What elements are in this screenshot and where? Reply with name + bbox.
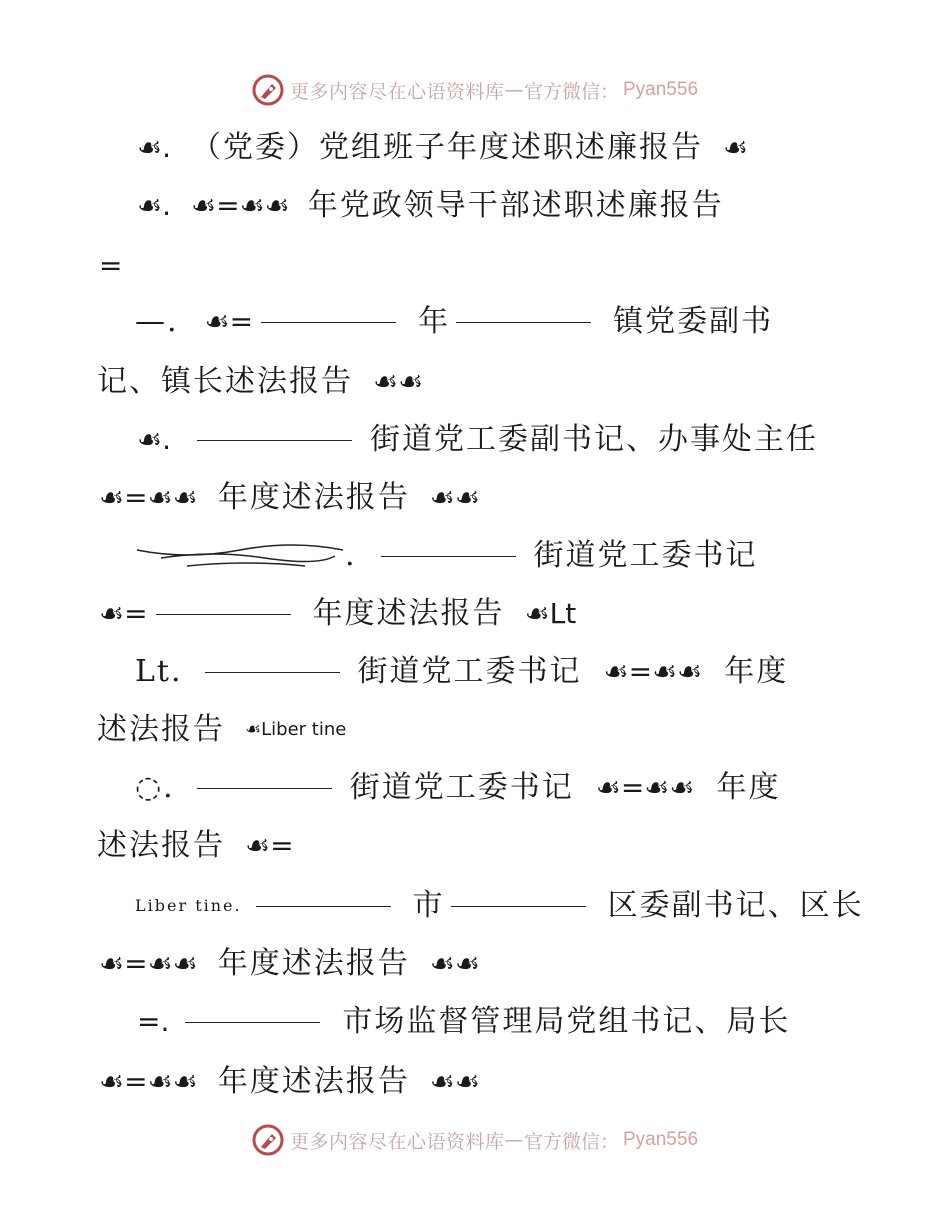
toc-entry-2[interactable]: ☙. ☙=☙☙ 年党政领导干部述职述廉报告 <box>137 188 724 223</box>
pen-nib-logo-icon <box>252 1124 284 1156</box>
header-banner <box>0 70 950 110</box>
toc-entry-5[interactable]: . 街道党工委书记 <box>135 536 758 576</box>
toc-entry-9-line2: ☙=☙☙ 年度述法报告 ☙☙ <box>99 1064 480 1099</box>
footer-banner-wechat-id: Pyan556 <box>623 1129 699 1150</box>
toc-entry-8-line2: ☙=☙☙ 年度述法报告 ☙☙ <box>99 946 480 981</box>
toc-entry-7-line2: 述法报告 ☙= <box>97 828 294 863</box>
toc-entry-3-line2: 记、镇长述法报告 ☙☙ <box>97 364 424 399</box>
toc-entry-2-tail: = <box>99 249 123 282</box>
banner-wechat-label: 官方微信： <box>523 80 619 103</box>
toc-entry-6[interactable]: Lt. 街道党工委书记 ☙=☙☙ 年度 <box>135 654 789 689</box>
banner-dash: — <box>504 79 524 101</box>
toc-entry-5-line2: ☙= 年度述法报告 ☙Lt <box>99 596 577 631</box>
wavy-ornament-icon <box>135 540 345 572</box>
toc-entry-4-line2: ☙=☙☙ 年度述法报告 ☙☙ <box>99 480 480 515</box>
banner-wechat-id: Pyan556 <box>623 79 699 100</box>
banner-text: 更多内容尽在心语资料库 <box>289 80 505 103</box>
footer-banner-dash: — <box>504 1129 524 1151</box>
footer-banner-text: 更多内容尽在心语资料库 <box>289 1130 505 1153</box>
toc-entry-7[interactable]: ◌. 街道党工委书记 ☙=☙☙ 年度 <box>135 770 781 805</box>
footer-banner <box>0 1120 950 1160</box>
toc-entry-9[interactable]: =. 市场监督管理局党组书记、局长 <box>137 1004 791 1039</box>
toc-entry-4[interactable]: ☙. 街道党工委副书记、办事处主任 <box>137 422 819 457</box>
pen-nib-logo-icon <box>252 74 284 106</box>
toc-entry-8[interactable]: Liber tine. 市 区委副书记、区长 <box>135 888 864 923</box>
toc-entry-1[interactable]: ☙. （党委）党组班子年度述职述廉报告 ☙ <box>137 130 749 165</box>
toc-entry-6-line2: 述法报告 ☙Liber tine <box>97 712 347 747</box>
toc-entry-3[interactable]: —. ☙= 年 镇党委副书 <box>135 304 774 339</box>
footer-banner-wechat-label: 官方微信： <box>523 1130 619 1153</box>
